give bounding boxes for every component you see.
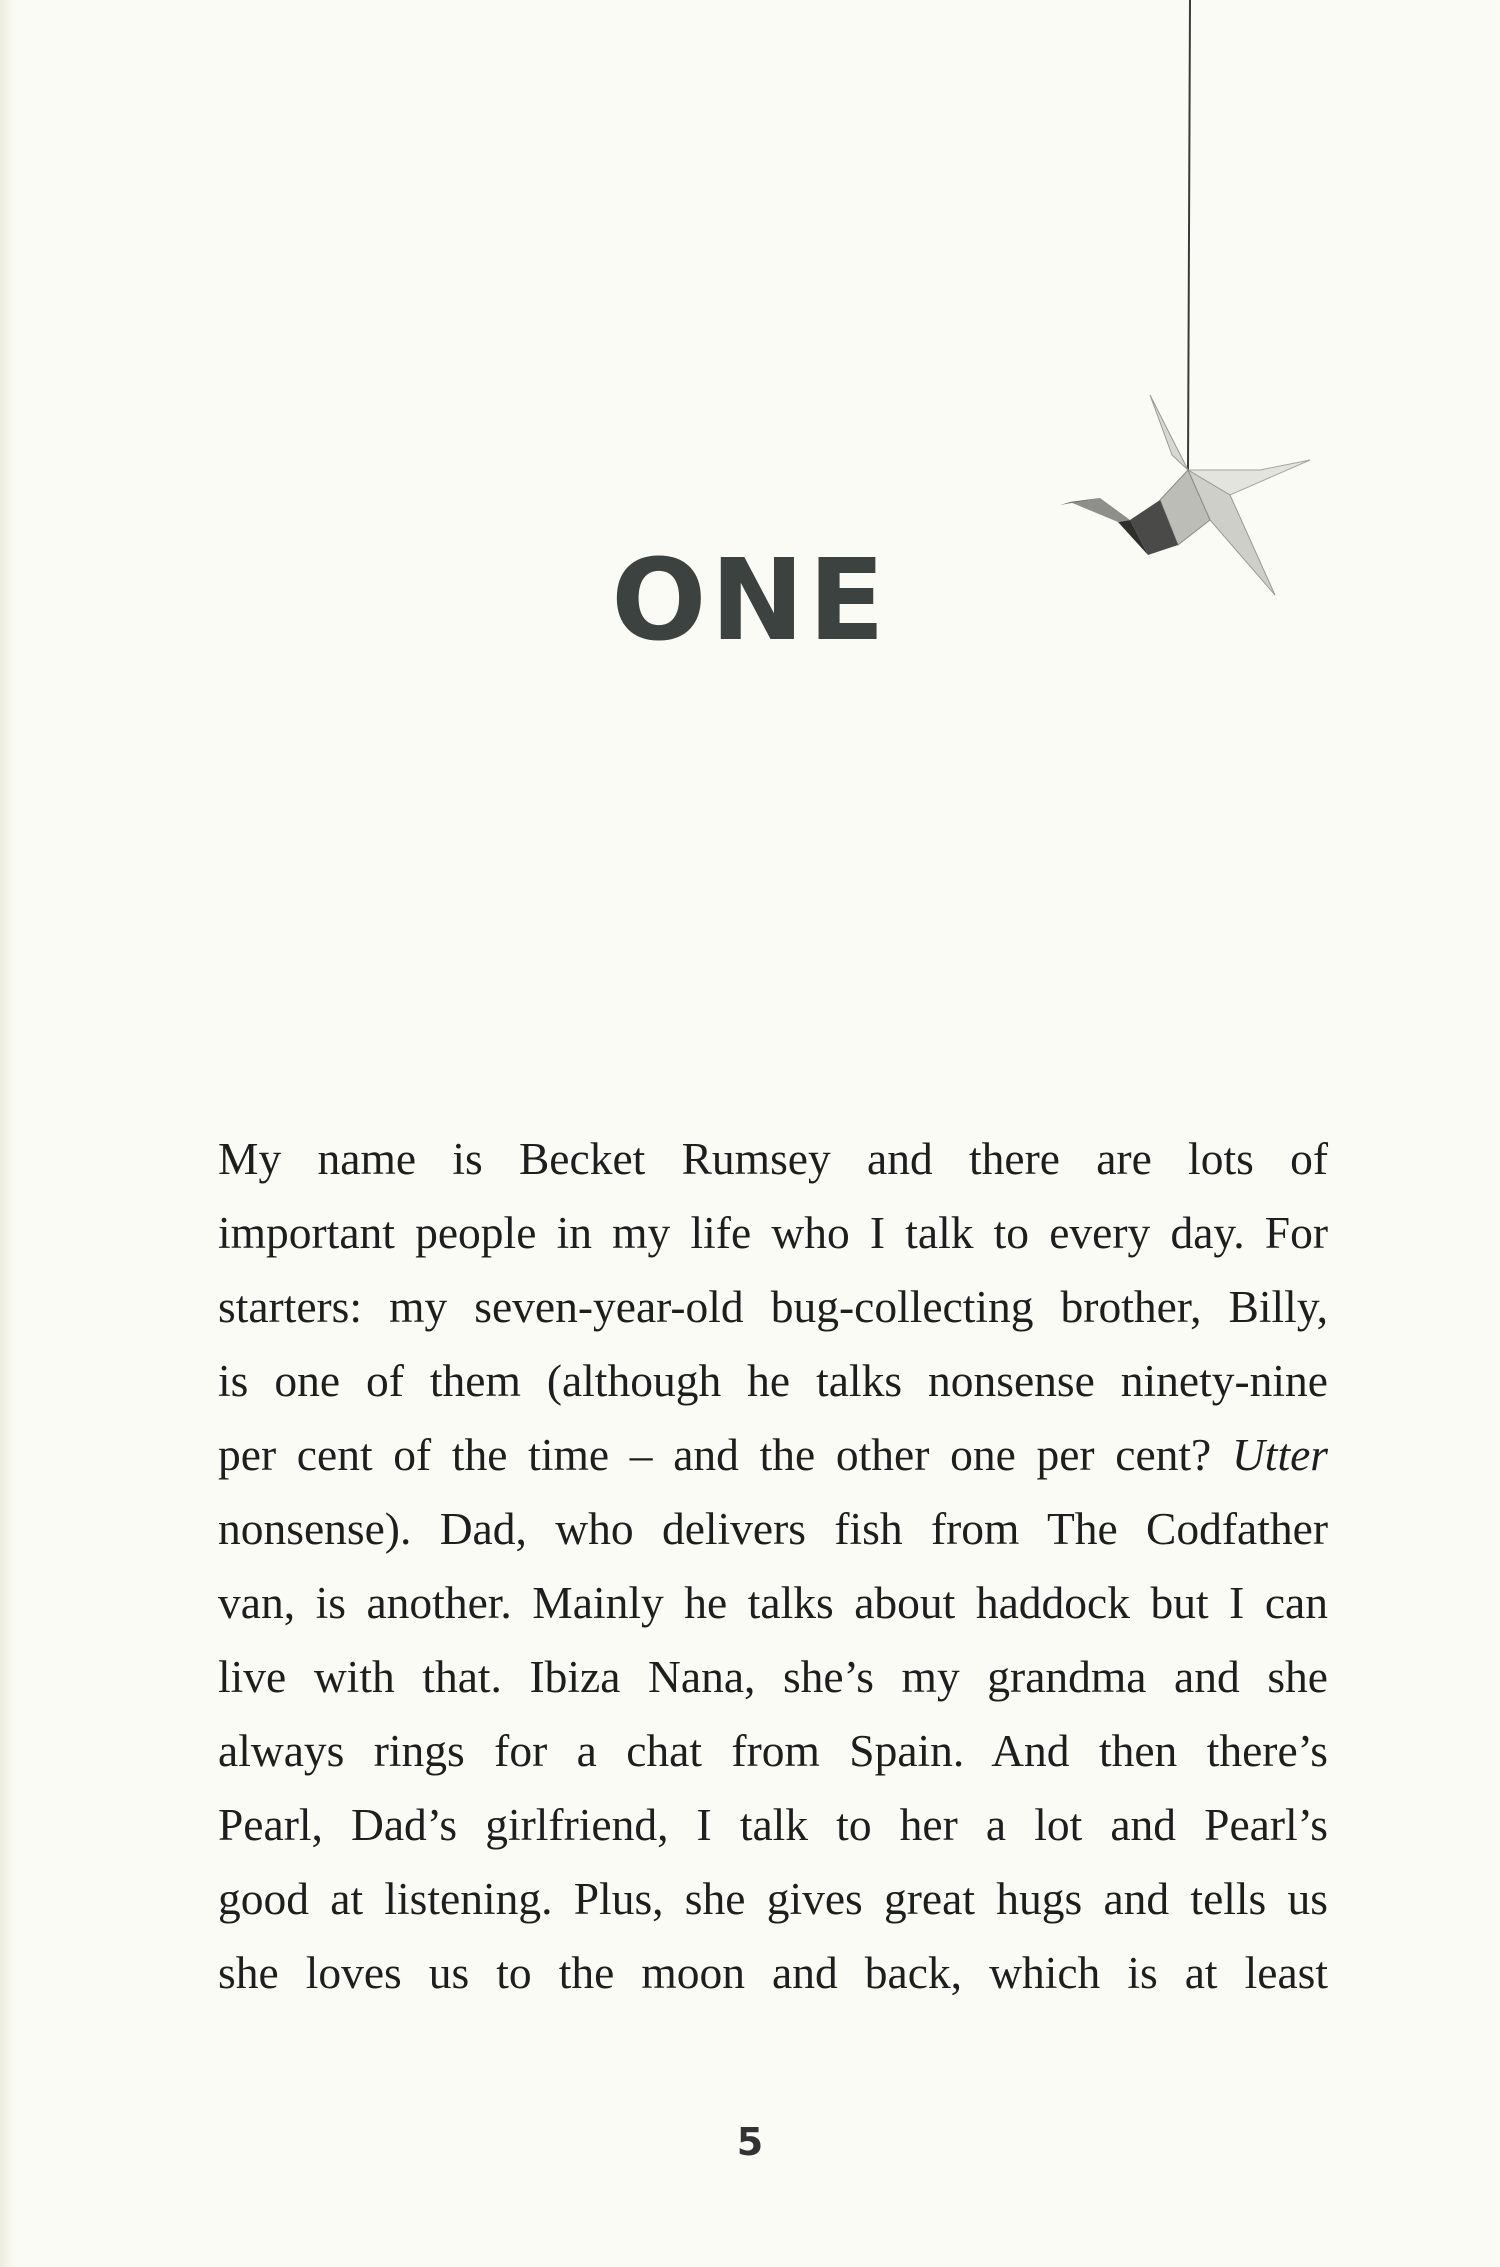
text-line: is one of them (although he talks nonsense ninety-nine [218,1355,1328,1406]
page-edge-shadow [0,0,14,2267]
text-line: My name is Becket Rumsey and there are lots of [218,1133,1328,1184]
text-line: starters: my seven-year-old bug-collecting brother, Billy, [218,1281,1328,1332]
text-line: she loves us to the moon and back, which is at least [218,1947,1328,1998]
body-paragraph [218,1122,1328,2010]
text-line: good at listening. Plus, she gives great hugs and tells us [218,1873,1328,1924]
text-line: always rings for a chat from Spain. And then there’s [218,1725,1328,1776]
text-line: nonsense). Dad, who delivers fish from The Codfather [218,1503,1328,1554]
text-line-segment: per cent of the time – and the other one per cent? [218,1429,1232,1480]
text-line: important people in my life who I talk to every day. For [218,1207,1328,1258]
text-line: van, is another. Mainly he talks about haddock but I can [218,1577,1328,1628]
text-line: live with that. Ibiza Nana, she’s my grandma and she [218,1651,1328,1702]
origami-crane-icon [1060,0,1320,610]
text-line: Pearl, Dad’s girlfriend, I talk to her a lot and Pearl’s [218,1799,1328,1850]
page-number: 5 [736,2120,764,2164]
emphasis-word: Utter [1231,1429,1328,1480]
chapter-title: ONE [611,536,889,666]
text-line-with-emphasis [218,1418,1328,1492]
